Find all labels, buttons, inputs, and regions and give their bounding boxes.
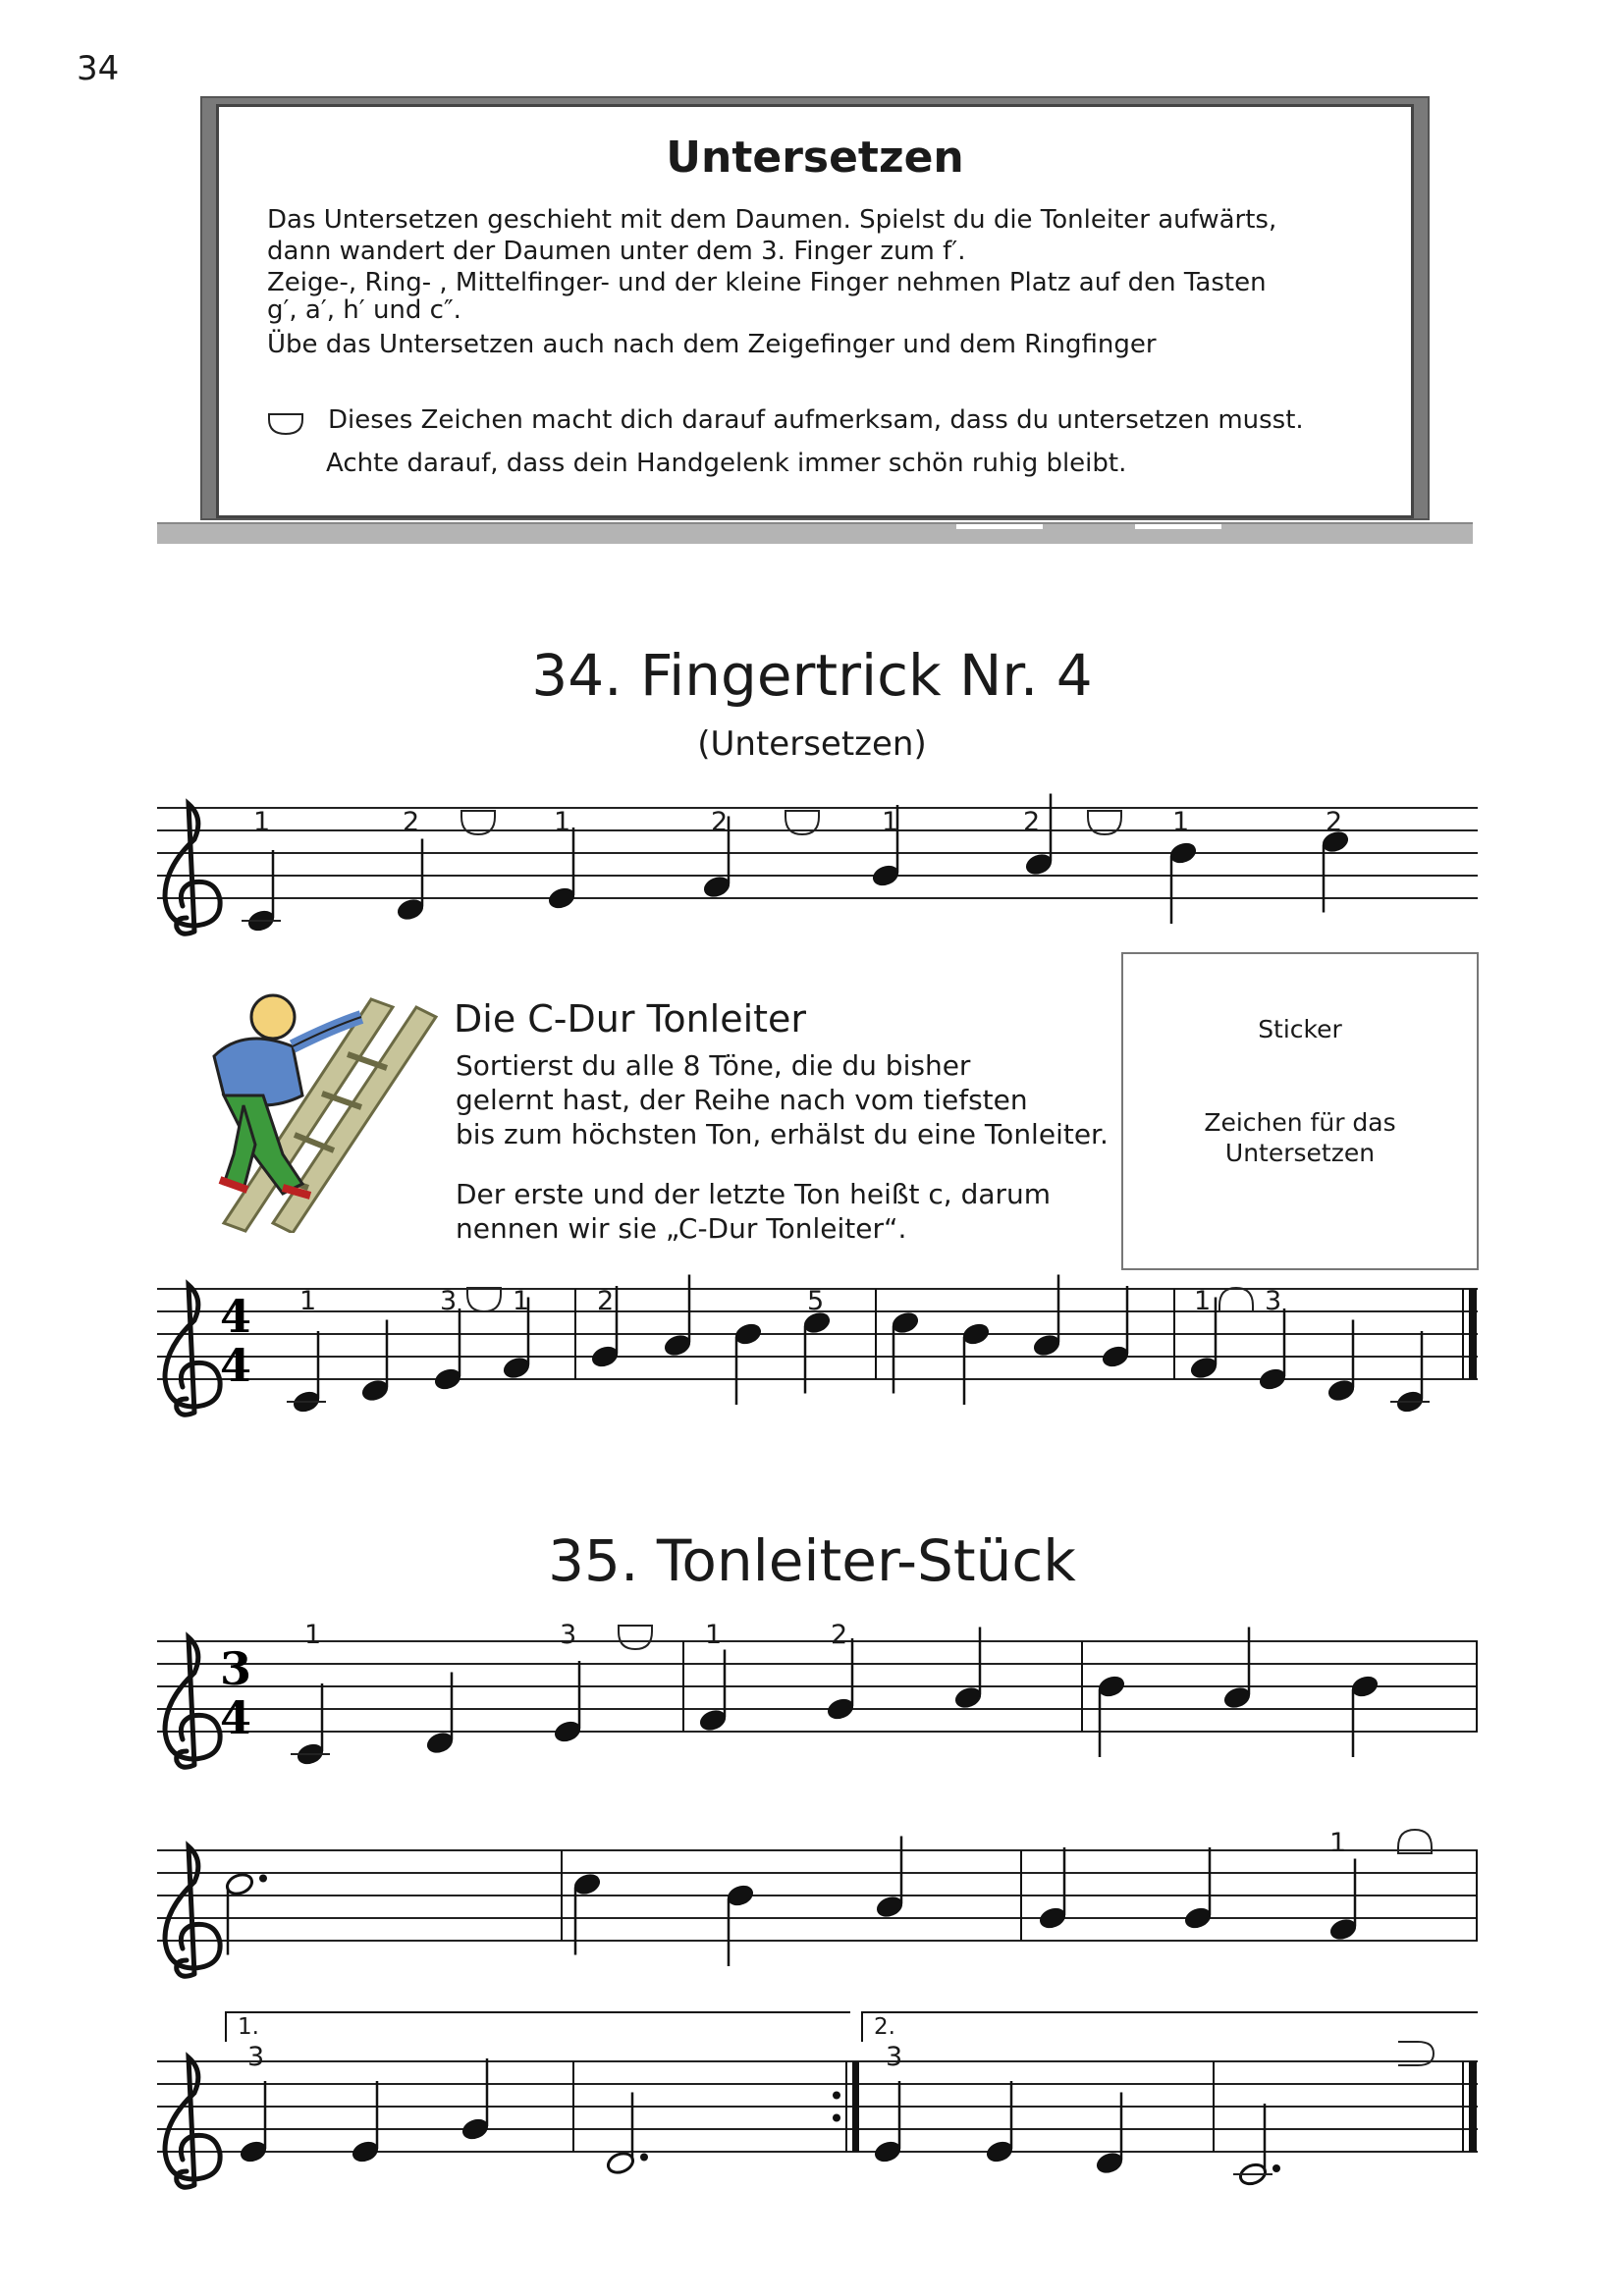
time-signature-bottom: 4 [219, 1339, 252, 1392]
repeat-dot [833, 2114, 840, 2122]
fingering-number: 2 [1326, 807, 1343, 837]
fingering-number: 2 [1023, 807, 1041, 837]
fingering-number: 1 [1172, 807, 1190, 837]
fingering-number: 2 [831, 1620, 848, 1650]
volta-2-bracket [862, 2012, 1478, 2042]
fingering-number: 1 [253, 807, 271, 837]
board-text-line: Übe das Untersetzen auch nach dem Zeigefinger und dem Ringfinger [267, 330, 1157, 359]
piece-34-title: 34. Fingertrick Nr. 4 [531, 642, 1093, 709]
piece-34-subtitle: (Untersetzen) [697, 724, 927, 764]
repeat-bar-thick [852, 2061, 859, 2152]
fingering-number: 3 [440, 1286, 458, 1316]
volta-1-bracket [226, 2012, 850, 2042]
board-text-line: g′, a′, h′ und c″. [267, 295, 461, 325]
fingering-number: 2 [711, 807, 729, 837]
fingering-number: 1 [1329, 1828, 1347, 1858]
fingering-number: 3 [247, 2042, 265, 2072]
board-sign-text: Dieses Zeichen macht dich darauf aufmerksam, dass du untersetzen musst. [328, 405, 1304, 435]
fingering-number: 2 [403, 807, 420, 837]
fingering-number: 5 [807, 1286, 825, 1316]
cdur-text-line: Sortierst du alle 8 Töne, die du bisher [456, 1049, 971, 1082]
sticker-text: Untersetzen [1224, 1139, 1376, 1167]
fingering-number: 3 [886, 2042, 903, 2072]
time-signature-bottom: 4 [219, 1691, 252, 1744]
cdur-text-line: Der erste und der letzte Ton heißt c, darum [456, 1178, 1052, 1210]
cdur-text-line: bis zum höchsten Ton, erhälst du eine Tonleiter. [456, 1118, 1109, 1150]
cdur-text-line: gelernt hast, der Reihe nach vom tiefsten [456, 1084, 1028, 1116]
sticker-title: Sticker [1258, 1015, 1342, 1043]
board-wrist-text: Achte darauf, dass dein Handgelenk immer schön ruhig bleibt. [326, 449, 1127, 478]
fingering-number: 2 [597, 1286, 615, 1316]
board-text-line: dann wandert der Daumen unter dem 3. Finger zum f′. [267, 237, 966, 266]
time-signature-top: 4 [219, 1290, 252, 1343]
fingering-number: 1 [882, 807, 899, 837]
fingering-number: 1 [554, 807, 571, 837]
final-bar-line [1469, 2061, 1477, 2152]
note-dot [1272, 2164, 1280, 2172]
note-dot [640, 2154, 648, 2162]
volta-1-label: 1. [238, 2014, 259, 2040]
cdur-text-line: nennen wir sie „C-Dur Tonleiter“. [456, 1212, 907, 1245]
cdur-title: Die C-Dur Tonleiter [454, 997, 807, 1041]
board-text-line: Zeige-, Ring- , Mittelfinger- und der kleine Finger nehmen Platz auf den Tasten [267, 268, 1267, 297]
fingering-number: 1 [299, 1286, 317, 1316]
treble-clef-icon [165, 2057, 220, 2187]
fingering-number: 3 [1265, 1286, 1282, 1316]
board-text-line: Das Untersetzen geschieht mit dem Daumen. Spielst du die Tonleiter aufwärts, [267, 205, 1277, 235]
fingering-number: 3 [560, 1620, 577, 1650]
board-title: Untersetzen [666, 133, 964, 183]
volta-2-label: 2. [874, 2014, 895, 2040]
fingering-number: 1 [513, 1286, 530, 1316]
repeat-dot [833, 2092, 840, 2100]
fingering-number: 1 [1194, 1286, 1212, 1316]
sticker-text: Zeichen für das [1204, 1108, 1396, 1137]
time-signature-top: 3 [219, 1642, 252, 1695]
fingering-number: 1 [304, 1620, 322, 1650]
page-number: 34 [77, 49, 120, 88]
piece-35-title: 35. Tonleiter-Stück [548, 1527, 1076, 1594]
fingering-number: 1 [705, 1620, 723, 1650]
